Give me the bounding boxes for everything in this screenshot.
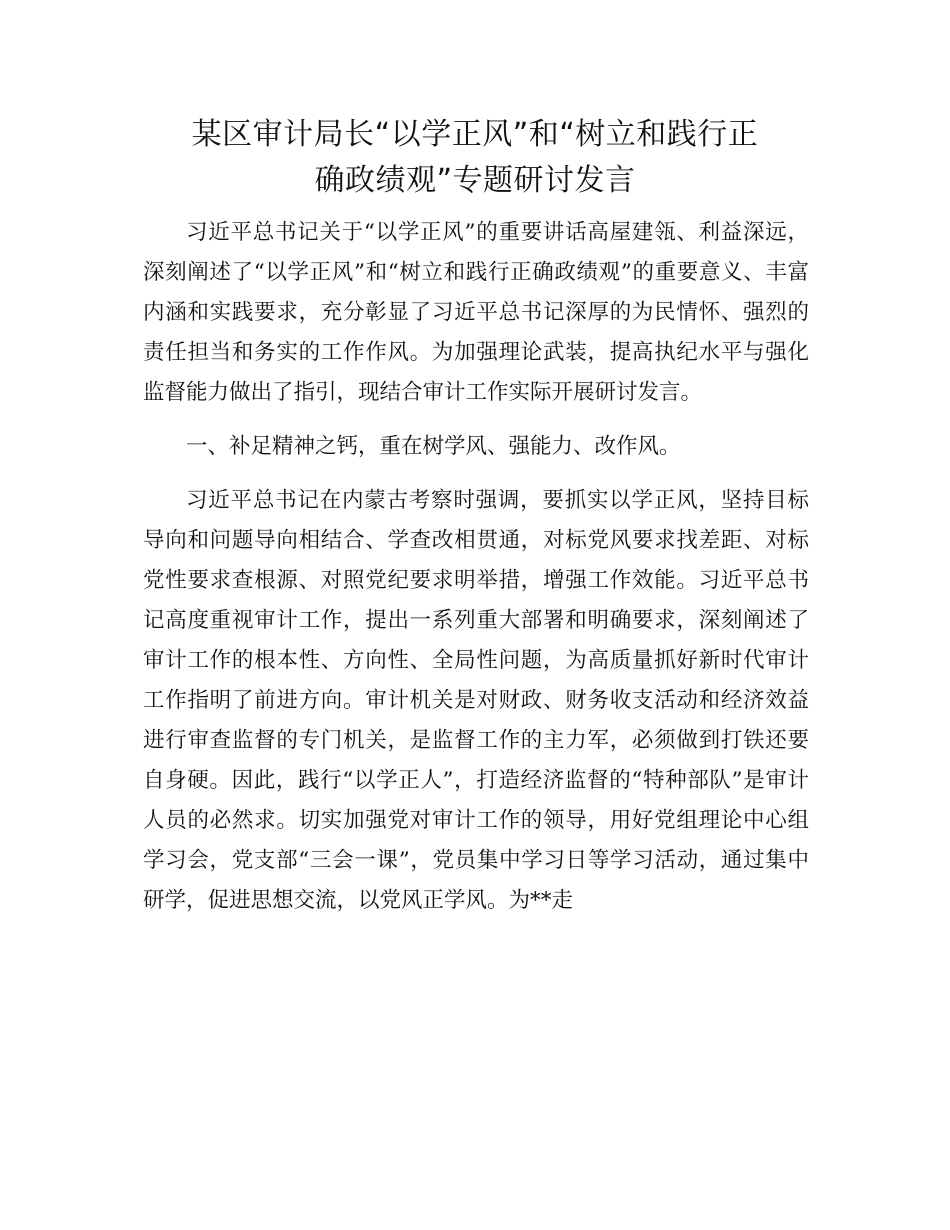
document-body — [143, 213, 809, 935]
document-title — [120, 112, 830, 204]
title-line-2: 确政绩观”专题研讨发言 — [314, 163, 636, 198]
title-line-1: 某区审计局长“以学正风”和“树立和践行正 — [191, 117, 759, 152]
intro-paragraph: 习近平总书记关于“以学正风”的重要讲话高屋建瓴、利益深远，深刻阐述了“以学正风”和“树立和践行正确政绩观”的重要意义、丰富内涵和实践要求，充分彰显了习近平总书记深厚的为民情怀、强烈的责任担当和务实的工作作风。为加强理论武装，提高执纪水平与强化监督能力做出了指引，现结合审计工作实际开展研讨发言。 — [143, 220, 809, 405]
body-paragraph: 习近平总书记在内蒙古考察时强调，要抓实以学正风，坚持目标导向和问题导向相结合、学查改相贯通，对标党风要求找差距、对标党性要求查根源、对照党纪要求明举措，增强工作效能。习近平总书记高度重视审计工作，提出一系列重大部署和明确要求，深刻阐述了审计工作的根本性、方向性、全局性问题，为高质量抓好新时代审计工作指明了前进方向。审计机关是对财政、财务收支活动和经济效益进行审查监督的专门机关，是监督工作的主力军，必须做到打铁还要自身硬。因此，践行“以学正人”，打造经济监督的“特种部队”是审计人员的必然求。切实加强党对审计工作的领导，用好党组理论中心组学习会，党支部“三会一课”，党员集中学习日等学习活动，通过集中研学，促进思想交流，以党风正学风。为**走 — [143, 488, 809, 913]
section-heading-1: 一、补足精神之钙，重在树学风、强能力、改作风。 — [186, 434, 681, 459]
